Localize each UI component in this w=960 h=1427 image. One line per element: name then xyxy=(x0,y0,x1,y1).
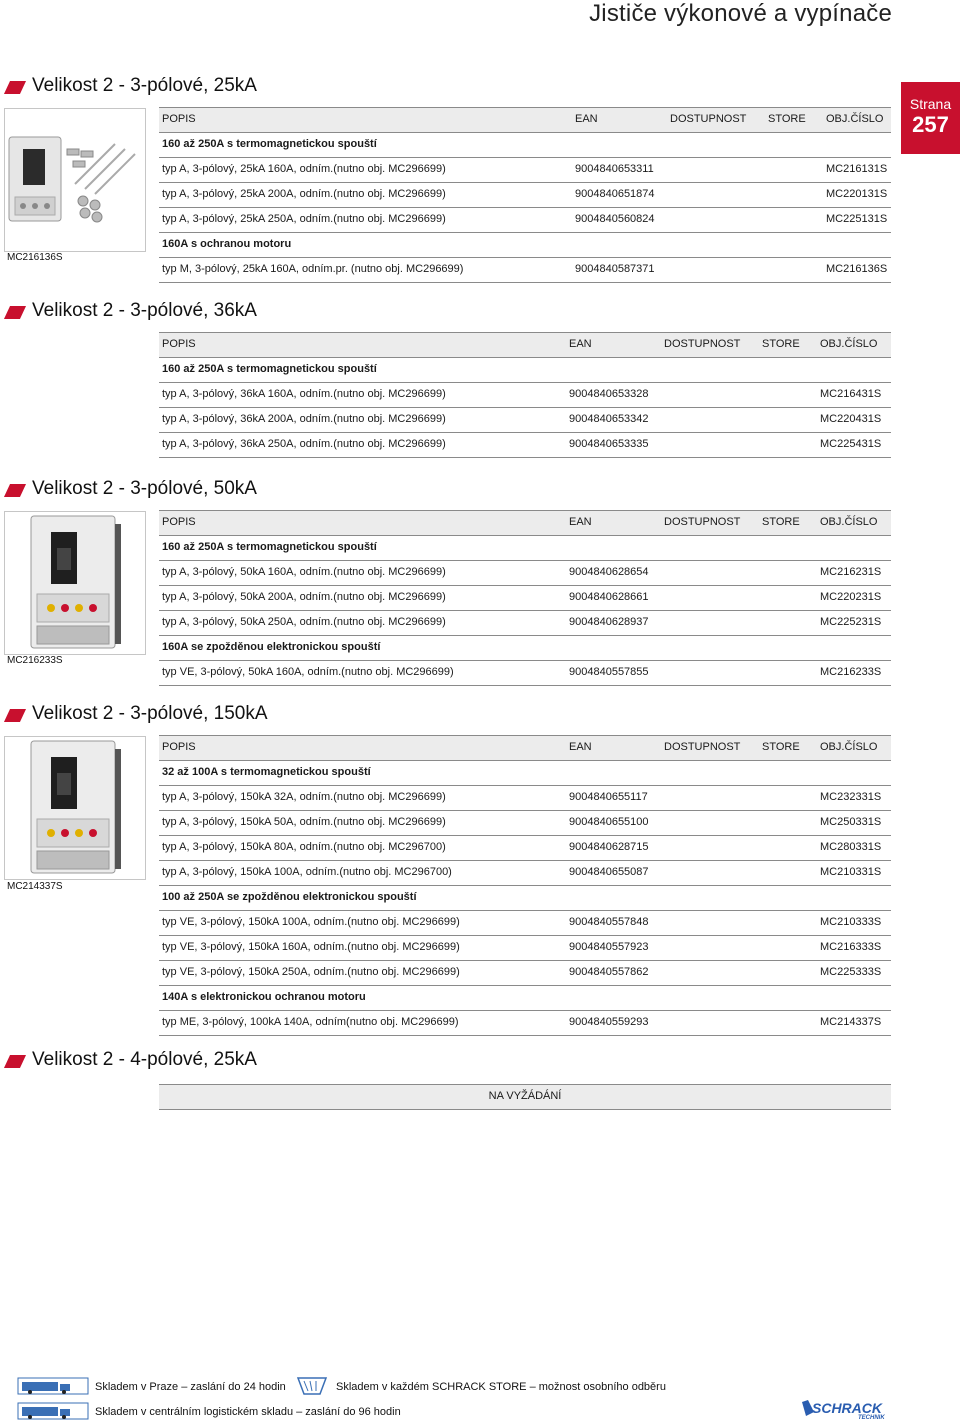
row-desc: typ A, 3-pólový, 50kA 200A, odním.(nutno obj. MC296699) xyxy=(162,591,446,603)
row-desc: typ A, 3-pólový, 36kA 250A, odním.(nutno obj. MC296699) xyxy=(162,438,446,450)
row-code: MC232331S xyxy=(820,791,882,803)
table-row xyxy=(159,208,891,233)
table-row xyxy=(159,383,891,408)
row-code: MC220231S xyxy=(820,591,882,603)
row-ean: 9004840655087 xyxy=(569,866,649,878)
category-label: 160A se zpožděnou elektronickou spouští xyxy=(162,641,381,653)
row-desc: typ A, 3-pólový, 36kA 160A, odním.(nutno obj. MC296699) xyxy=(162,388,446,400)
row-code: MC220131S xyxy=(826,188,888,200)
page-number-badge xyxy=(901,82,960,154)
category-label: 160 až 250A s termomagnetickou spouští xyxy=(162,138,377,150)
page-number: 257 xyxy=(912,112,949,137)
table-row xyxy=(159,183,891,208)
row-code: MC216136S xyxy=(826,263,888,275)
image-caption: MC214337S xyxy=(7,881,63,892)
row-code: MC225431S xyxy=(820,438,882,450)
table-header xyxy=(159,332,891,358)
section-flag-icon xyxy=(4,1055,26,1068)
row-ean: 9004840655117 xyxy=(569,791,648,803)
col-dostupnost: DOSTUPNOST xyxy=(670,113,747,125)
row-ean: 9004840628654 xyxy=(569,566,649,578)
section-flag-icon xyxy=(4,306,26,319)
table-row xyxy=(159,158,891,183)
circuit-breaker-icon xyxy=(5,109,145,251)
table-row xyxy=(159,786,891,811)
row-code: MC225231S xyxy=(820,616,882,628)
row-ean: 9004840653335 xyxy=(569,438,649,450)
section-title: Velikost 2 - 3-pólové, 25kA xyxy=(32,75,257,96)
category-label: 160 až 250A s termomagnetickou spouští xyxy=(162,363,377,375)
footer-stock-store: Skladem v každém SCHRACK STORE – možnost osobního odběru xyxy=(336,1381,666,1393)
table-row xyxy=(159,586,891,611)
cart-store-icon xyxy=(294,1376,330,1396)
table-row xyxy=(159,811,891,836)
category-label: 100 až 250A se zpožděnou elektronickou spouští xyxy=(162,891,417,903)
row-desc: typ A, 3-pólový, 25kA 160A, odním.(nutno obj. MC296699) xyxy=(162,163,446,175)
col-dostupnost: DOSTUPNOST xyxy=(664,741,741,753)
row-code: MC210333S xyxy=(820,916,882,928)
section-title: Velikost 2 - 4-pólové, 25kA xyxy=(32,1049,257,1070)
col-ean: EAN xyxy=(575,113,598,125)
table-row xyxy=(159,1011,891,1036)
product-table xyxy=(159,332,891,458)
svg-text:SCHRACK: SCHRACK xyxy=(812,1400,882,1416)
row-ean: 9004840557923 xyxy=(569,941,649,953)
col-popis: POPIS xyxy=(162,338,196,350)
col-store: STORE xyxy=(768,113,806,125)
row-code: MC280331S xyxy=(820,841,882,853)
row-ean: 9004840651874 xyxy=(575,188,655,200)
row-desc: typ M, 3-pólový, 25kA 160A, odním.pr. (nutno obj. MC296699) xyxy=(162,263,464,275)
row-desc: typ VE, 3-pólový, 50kA 160A, odním.(nutno obj. MC296699) xyxy=(162,666,454,678)
table-row xyxy=(159,961,891,986)
row-desc: typ A, 3-pólový, 150kA 100A, odním.(nutno obj. MC296700) xyxy=(162,866,452,878)
col-popis: POPIS xyxy=(162,516,196,528)
row-desc: typ VE, 3-pólový, 150kA 160A, odním.(nutno obj. MC296699) xyxy=(162,941,460,953)
col-dostupnost: DOSTUPNOST xyxy=(664,516,741,528)
col-ean: EAN xyxy=(569,338,592,350)
row-ean: 9004840587371 xyxy=(575,263,655,275)
col-dostupnost: DOSTUPNOST xyxy=(664,338,741,350)
table-row xyxy=(159,911,891,936)
row-desc: typ A, 3-pólový, 36kA 200A, odním.(nutno obj. MC296699) xyxy=(162,413,446,425)
category-row xyxy=(159,636,891,661)
category-label: 160A s ochranou motoru xyxy=(162,238,292,250)
col-popis: POPIS xyxy=(162,741,196,753)
row-ean: 9004840560824 xyxy=(575,213,655,225)
col-store: STORE xyxy=(762,516,800,528)
col-obj-cislo: OBJ.ČÍSLO xyxy=(820,338,878,350)
category-row xyxy=(159,536,891,561)
schrack-logo xyxy=(800,1398,892,1420)
section-title: Velikost 2 - 3-pólové, 50kA xyxy=(32,478,257,499)
row-ean: 9004840557848 xyxy=(569,916,649,928)
category-label: 140A s elektronickou ochranou motoru xyxy=(162,991,366,1003)
row-desc: typ VE, 3-pólový, 150kA 100A, odním.(nutno obj. MC296699) xyxy=(162,916,460,928)
row-ean: 9004840653311 xyxy=(575,163,654,175)
col-obj-cislo: OBJ.ČÍSLO xyxy=(820,516,878,528)
row-ean: 9004840628937 xyxy=(569,616,649,628)
image-caption: MC216233S xyxy=(7,655,63,666)
row-code: MC214337S xyxy=(820,1016,882,1028)
section-flag-icon xyxy=(4,709,26,722)
row-ean: 9004840628715 xyxy=(569,841,649,853)
col-ean: EAN xyxy=(569,741,592,753)
col-obj-cislo: OBJ.ČÍSLO xyxy=(820,741,878,753)
product-table xyxy=(159,510,891,686)
on-request-note xyxy=(159,1084,891,1110)
product-image xyxy=(4,736,146,880)
table-row xyxy=(159,258,891,283)
product-table xyxy=(159,735,891,1036)
col-ean: EAN xyxy=(569,516,592,528)
row-code: MC250331S xyxy=(820,816,882,828)
row-desc: typ A, 3-pólový, 50kA 250A, odním.(nutno obj. MC296699) xyxy=(162,616,446,628)
footer-stock-prague: Skladem v Praze – zaslání do 24 hodin xyxy=(95,1381,286,1393)
row-code: MC225131S xyxy=(826,213,888,225)
table-header xyxy=(159,510,891,536)
row-code: MC216431S xyxy=(820,388,882,400)
category-row xyxy=(159,886,891,911)
row-ean: 9004840653342 xyxy=(569,413,649,425)
section-flag-icon xyxy=(4,81,26,94)
product-image xyxy=(4,511,146,655)
table-row xyxy=(159,661,891,686)
table-row xyxy=(159,611,891,636)
row-code: MC225333S xyxy=(820,966,882,978)
category-row xyxy=(159,358,891,383)
category-row xyxy=(159,133,891,158)
row-desc: typ A, 3-pólový, 150kA 80A, odním.(nutno obj. MC296700) xyxy=(162,841,446,853)
col-store: STORE xyxy=(762,741,800,753)
table-row xyxy=(159,433,891,458)
row-desc: typ VE, 3-pólový, 150kA 250A, odním.(nutno obj. MC296699) xyxy=(162,966,460,978)
category-label: 160 až 250A s termomagnetickou spouští xyxy=(162,541,377,553)
col-store: STORE xyxy=(762,338,800,350)
table-header xyxy=(159,735,891,761)
row-desc: typ A, 3-pólový, 25kA 250A, odním.(nutno obj. MC296699) xyxy=(162,213,446,225)
on-request-label: NA VYŽÁDÁNÍ xyxy=(488,1090,562,1102)
table-row xyxy=(159,936,891,961)
category-row xyxy=(159,761,891,786)
svg-text:TECHNIK: TECHNIK xyxy=(858,1415,885,1420)
image-caption: MC216136S xyxy=(7,252,63,263)
product-table xyxy=(159,107,891,283)
row-code: MC220431S xyxy=(820,413,882,425)
row-code: MC210331S xyxy=(820,866,882,878)
row-ean: 9004840655100 xyxy=(569,816,649,828)
row-code: MC216231S xyxy=(820,566,882,578)
row-code: MC216233S xyxy=(820,666,882,678)
category-label: 32 až 100A s termomagnetickou spouští xyxy=(162,766,371,778)
category-row xyxy=(159,986,891,1011)
section-title: Velikost 2 - 3-pólové, 150kA xyxy=(32,703,268,724)
table-header xyxy=(159,107,891,133)
row-desc: typ A, 3-pólový, 25kA 200A, odním.(nutno obj. MC296699) xyxy=(162,188,446,200)
table-row xyxy=(159,861,891,886)
section-title: Velikost 2 - 3-pólové, 36kA xyxy=(32,300,257,321)
row-ean: 9004840557862 xyxy=(569,966,649,978)
row-code: MC216131S xyxy=(826,163,888,175)
table-row xyxy=(159,561,891,586)
row-desc: typ A, 3-pólový, 150kA 32A, odním.(nutno obj. MC296699) xyxy=(162,791,446,803)
row-desc: typ A, 3-pólový, 150kA 50A, odním.(nutno obj. MC296699) xyxy=(162,816,446,828)
footer-stock-central: Skladem v centrálním logistickém skladu – zaslání do 96 hodin xyxy=(95,1406,401,1418)
row-ean: 9004840559293 xyxy=(569,1016,649,1028)
row-ean: 9004840653328 xyxy=(569,388,649,400)
product-image xyxy=(4,108,146,252)
circuit-breaker-icon xyxy=(5,737,145,879)
row-desc: typ A, 3-pólový, 50kA 160A, odním.(nutno obj. MC296699) xyxy=(162,566,446,578)
category-row xyxy=(159,233,891,258)
table-row xyxy=(159,836,891,861)
row-desc: typ ME, 3-pólový, 100kA 140A, odním(nutno obj. MC296699) xyxy=(162,1016,459,1028)
page-label: Strana xyxy=(909,96,952,112)
col-obj-cislo: OBJ.ČÍSLO xyxy=(826,113,884,125)
page-title: Jističe výkonové a vypínače xyxy=(589,0,892,27)
table-row xyxy=(159,408,891,433)
circuit-breaker-icon xyxy=(5,512,145,654)
col-popis: POPIS xyxy=(162,113,196,125)
row-ean: 9004840628661 xyxy=(569,591,649,603)
row-code: MC216333S xyxy=(820,941,882,953)
truck-96h-icon xyxy=(16,1401,90,1421)
row-ean: 9004840557855 xyxy=(569,666,649,678)
truck-24h-icon xyxy=(16,1376,90,1396)
section-flag-icon xyxy=(4,484,26,497)
